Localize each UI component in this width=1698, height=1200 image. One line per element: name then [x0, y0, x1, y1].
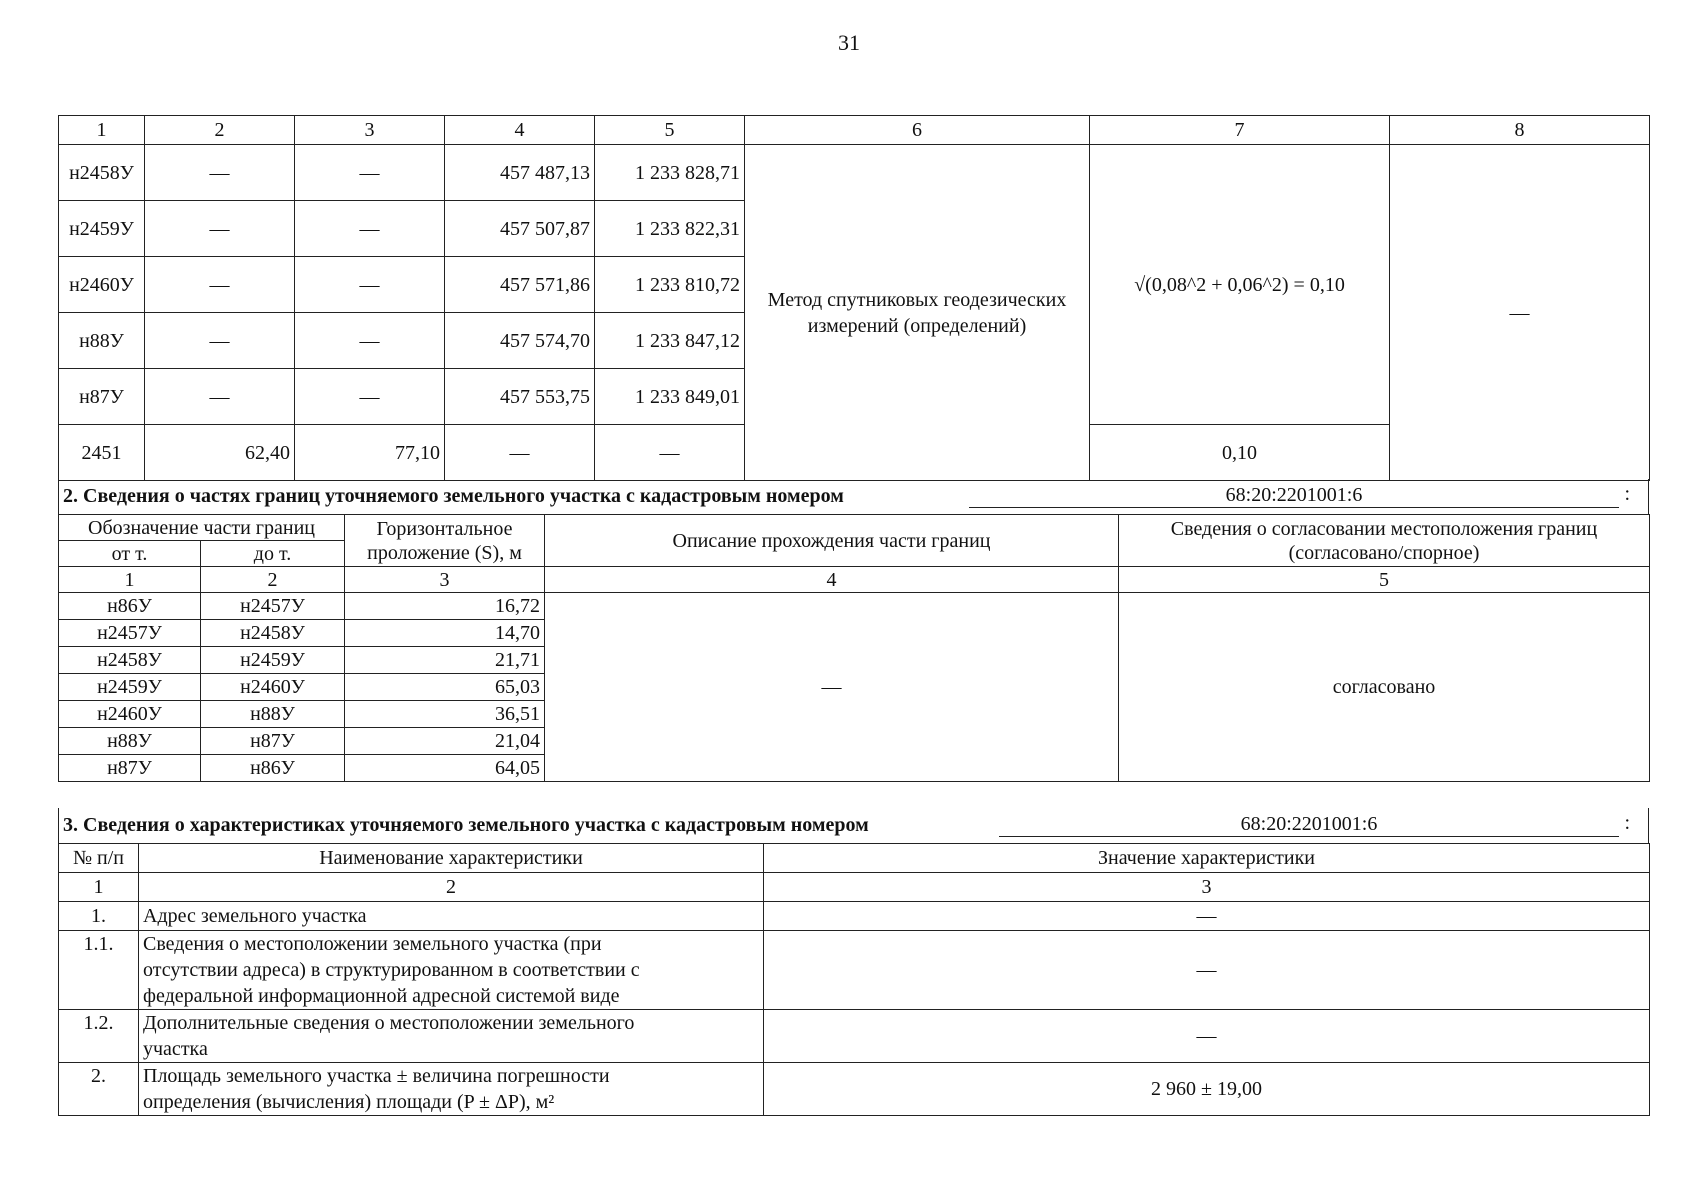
from-point: н2457У: [59, 620, 201, 647]
coord-y: 1 233 810,72: [595, 257, 745, 313]
point-name: н87У: [59, 369, 145, 425]
description-header: Описание прохождения части границ: [545, 515, 1119, 567]
name-line: отсутствии адреса) в структурированном в соответствии с: [143, 959, 640, 981]
distance: 14,70: [345, 620, 545, 647]
coord-y: 1 233 849,01: [595, 369, 745, 425]
header-line: Сведения о согласовании местоположения границ: [1170, 517, 1598, 540]
to-point: н2459У: [201, 647, 345, 674]
characteristics-table: [58, 843, 1650, 1116]
point-name: н2460У: [59, 257, 145, 313]
header-line: Горизонтальное: [376, 517, 513, 540]
characteristic-name: [139, 931, 764, 1010]
from-point: н2458У: [59, 647, 201, 674]
row-number: 2.: [59, 1063, 139, 1116]
name-line: федеральной информационной адресной системой виде: [143, 985, 620, 1007]
col-number: 3: [764, 873, 1650, 902]
coord-y: 1 233 847,12: [595, 313, 745, 369]
row-number: 1.: [59, 902, 139, 931]
coord-y: —: [595, 425, 745, 481]
col-number: 2: [145, 116, 295, 145]
characteristic-value: —: [764, 902, 1650, 931]
distance: 21,04: [345, 728, 545, 755]
table-row: [59, 145, 1650, 201]
point-name: н2458У: [59, 145, 145, 201]
col-number: 4: [445, 116, 595, 145]
distance: 16,72: [345, 593, 545, 620]
table2-header-row: [59, 515, 1650, 541]
point-name: н88У: [59, 313, 145, 369]
name-line: участка: [143, 1038, 208, 1060]
characteristic-name: Адрес земельного участка: [139, 902, 764, 931]
characteristic-value: —: [764, 931, 1650, 1010]
distance: 65,03: [345, 674, 545, 701]
coord-x: 457 487,13: [445, 145, 595, 201]
col-number: 7: [1090, 116, 1390, 145]
col-number: 1: [59, 116, 145, 145]
cell-value: —: [145, 369, 295, 425]
coord-y: 1 233 822,31: [595, 201, 745, 257]
cell-value: —: [145, 201, 295, 257]
agreement-header: [1119, 515, 1650, 567]
horizontal-header: [345, 515, 545, 567]
num-header: № п/п: [59, 844, 139, 873]
name-line: определения (вычисления) площади (P ± ΔP), м²: [143, 1091, 555, 1113]
section2-title-bar: [58, 479, 1649, 515]
agreement-value: согласовано: [1119, 593, 1650, 782]
table-row: [59, 931, 1650, 1010]
accuracy-value: 0,10: [1090, 425, 1390, 481]
from-header: от т.: [59, 541, 201, 567]
cell-value: —: [295, 145, 445, 201]
header-line: (согласовано/спорное): [1288, 541, 1480, 564]
coord-x: —: [445, 425, 595, 481]
cell-value: 62,40: [145, 425, 295, 481]
section2-title: 2. Сведения о частях границ уточняемого земельного участка с кадастровым номером: [63, 485, 844, 507]
cell-value: —: [145, 313, 295, 369]
to-point: н86У: [201, 755, 345, 782]
row-number: 1.2.: [59, 1010, 139, 1063]
coordinates-header-row: [59, 116, 1650, 145]
coord-x: 457 553,75: [445, 369, 595, 425]
characteristic-value: —: [764, 1010, 1650, 1063]
name-line: Сведения о местоположении земельного участка (при: [143, 933, 602, 955]
distance: 36,51: [345, 701, 545, 728]
to-point: н2457У: [201, 593, 345, 620]
coord-y: 1 233 828,71: [595, 145, 745, 201]
coord-x: 457 507,87: [445, 201, 595, 257]
col-number: 6: [745, 116, 1090, 145]
coord-x: 457 574,70: [445, 313, 595, 369]
distance: 64,05: [345, 755, 545, 782]
cell-value: —: [145, 145, 295, 201]
from-point: н2459У: [59, 674, 201, 701]
to-point: н88У: [201, 701, 345, 728]
characteristic-value: 2 960 ± 19,00: [764, 1063, 1650, 1116]
coordinates-table: [58, 115, 1650, 481]
point-name: н2459У: [59, 201, 145, 257]
to-point: н2460У: [201, 674, 345, 701]
cell-value: —: [295, 257, 445, 313]
value-header: Значение характеристики: [764, 844, 1650, 873]
to-point: н2458У: [201, 620, 345, 647]
col-number: 3: [345, 567, 545, 593]
from-point: н87У: [59, 755, 201, 782]
characteristic-name: [139, 1063, 764, 1116]
section2-colon: :: [1624, 483, 1630, 505]
name-line: Площадь земельного участка ± величина погрешности: [143, 1065, 610, 1087]
table-row: [59, 593, 1650, 620]
col-number: 1: [59, 873, 139, 902]
method-line: Метод спутниковых геодезических: [767, 288, 1067, 311]
section3-colon: :: [1624, 812, 1630, 834]
from-point: н86У: [59, 593, 201, 620]
col-number: 5: [595, 116, 745, 145]
col-number: 8: [1390, 116, 1650, 145]
coord-x: 457 571,86: [445, 257, 595, 313]
row-number: 1.1.: [59, 931, 139, 1010]
section3-cadastral-number: 68:20:2201001:6: [999, 812, 1619, 837]
from-point: н2460У: [59, 701, 201, 728]
col-number: 2: [139, 873, 764, 902]
table-row: [59, 902, 1650, 931]
name-header: Наименование характеристики: [139, 844, 764, 873]
col8-value: —: [1390, 145, 1650, 481]
header-line: проложение (S), м: [367, 541, 522, 564]
method-cell: [745, 145, 1090, 481]
cell-value: —: [145, 257, 295, 313]
table-row: [59, 1010, 1650, 1063]
table3-header-row: [59, 844, 1650, 873]
page-number: 31: [838, 30, 860, 55]
cell-value: —: [295, 313, 445, 369]
accuracy-formula: √(0,08^2 + 0,06^2) = 0,10: [1090, 145, 1390, 425]
cell-value: 77,10: [295, 425, 445, 481]
table2-number-row: [59, 567, 1650, 593]
cell-value: —: [295, 369, 445, 425]
section3-title: 3. Сведения о характеристиках уточняемого земельного участка с кадастровым номером: [63, 814, 869, 836]
section2-cadastral-number: 68:20:2201001:6: [969, 483, 1619, 508]
to-header: до т.: [201, 541, 345, 567]
col-number: 5: [1119, 567, 1650, 593]
name-line: Дополнительные сведения о местоположении земельного: [143, 1012, 635, 1034]
cell-value: —: [295, 201, 445, 257]
point-name: 2451: [59, 425, 145, 481]
description-value: —: [545, 593, 1119, 782]
section3-title-bar: [58, 808, 1649, 844]
to-point: н87У: [201, 728, 345, 755]
border-parts-table: [58, 514, 1650, 782]
col-number: 3: [295, 116, 445, 145]
part-designation-header: Обозначение части границ: [59, 515, 345, 541]
method-line: измерений (определений): [807, 314, 1027, 337]
table-row: [59, 1063, 1650, 1116]
distance: 21,71: [345, 647, 545, 674]
col-number: 4: [545, 567, 1119, 593]
characteristic-name: [139, 1010, 764, 1063]
table3-number-row: [59, 873, 1650, 902]
from-point: н88У: [59, 728, 201, 755]
col-number: 1: [59, 567, 201, 593]
col-number: 2: [201, 567, 345, 593]
